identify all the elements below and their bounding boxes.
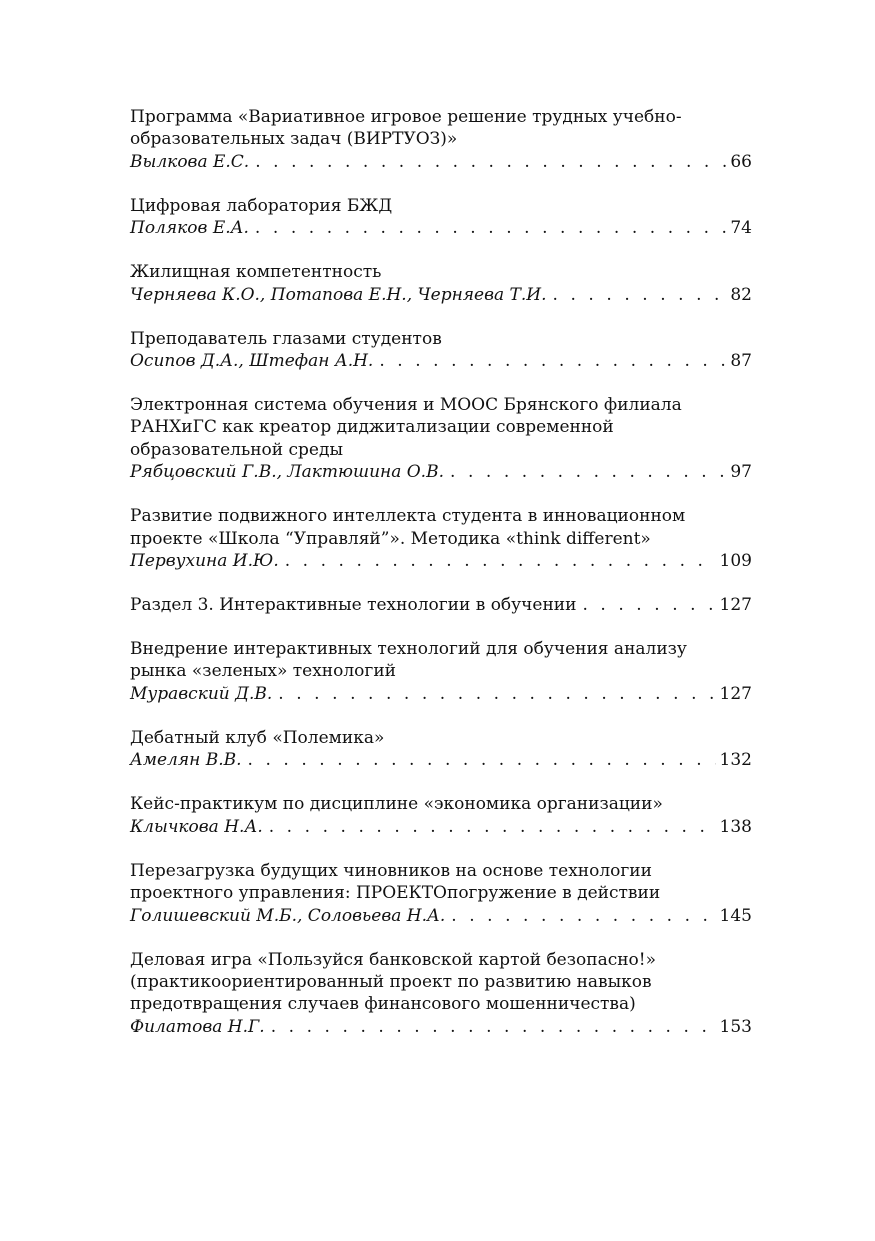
entry-leader-row xyxy=(130,594,752,616)
entry-title-line: Дебатный клуб «Полемика» xyxy=(130,727,385,748)
entry-page-number: 97 xyxy=(730,462,752,483)
entry-leader-row xyxy=(130,749,752,771)
entry-page-number: 153 xyxy=(719,1016,752,1037)
toc-entry[interactable] xyxy=(130,505,752,572)
entry-page-number: 138 xyxy=(719,816,752,837)
table-of-contents xyxy=(130,106,752,1038)
entry-authors: Голишевский М.Б., Соловьева Н.А. xyxy=(130,905,446,926)
entry-authors: Муравский Д.В. xyxy=(130,683,273,704)
toc-entry[interactable] xyxy=(130,106,752,173)
entry-title-line: Электронная система обучения и MOOC Брянского филиала xyxy=(130,395,682,416)
dot-leader xyxy=(272,683,715,705)
entry-authors: Вылкова Е.С. xyxy=(130,151,250,172)
entry-page-number: 132 xyxy=(719,750,752,771)
entry-authors: Филатова Н.Г. xyxy=(130,1016,265,1037)
dot-leader xyxy=(444,461,726,483)
entry-leader-row xyxy=(130,816,752,838)
toc-entry[interactable] xyxy=(130,328,752,373)
entry-title-line: Программа «Вариативное игровое решение трудных учебно- xyxy=(130,107,682,127)
section-title: Раздел 3. Интерактивные технологии в обучении xyxy=(130,595,577,616)
toc-entry[interactable] xyxy=(130,638,752,705)
entry-authors: Клычкова Н.А. xyxy=(130,816,263,837)
entry-title-line: проектного управления: ПРОЕКТОпогружение в действии xyxy=(130,883,661,904)
entry-title-line: Кейс-практикум по дисциплине «экономика организации» xyxy=(130,794,663,815)
toc-entry[interactable] xyxy=(130,195,752,240)
entry-page-number: 82 xyxy=(730,284,752,305)
entry-title-line: Жилищная компетентность xyxy=(130,262,382,283)
entry-page-number: 127 xyxy=(719,595,752,616)
entry-title-line: Цифровая лаборатория БЖД xyxy=(130,195,393,216)
entry-page-number: 74 xyxy=(730,218,752,239)
entry-page-number: 145 xyxy=(719,905,752,926)
entry-page-number: 66 xyxy=(730,151,752,172)
dot-leader xyxy=(373,350,726,372)
dot-leader xyxy=(249,217,726,239)
toc-entry[interactable] xyxy=(130,727,752,772)
entry-authors: Черняева К.О., Потапова Е.Н., Черняева Т.И. xyxy=(130,284,547,305)
entry-title-line: рынка «зеленых» технологий xyxy=(130,661,396,682)
entry-leader-row xyxy=(130,461,752,483)
dot-leader xyxy=(263,816,716,838)
dot-leader xyxy=(576,594,715,616)
entry-page-number: 87 xyxy=(730,351,752,372)
toc-entry[interactable] xyxy=(130,793,752,838)
entry-leader-row xyxy=(130,350,752,372)
dot-leader xyxy=(547,284,727,306)
entry-title-line: РАНХиГС как креатор диджитализации современной xyxy=(130,417,614,438)
entry-leader-row xyxy=(130,284,752,306)
entry-leader-row xyxy=(130,217,752,239)
entry-title-line: Внедрение интерактивных технологий для обучения анализу xyxy=(130,639,687,660)
entry-leader-row xyxy=(130,151,752,173)
toc-section-entry[interactable] xyxy=(130,594,752,616)
toc-entry[interactable] xyxy=(130,394,752,484)
entry-leader-row xyxy=(130,1016,752,1038)
dot-leader xyxy=(279,550,716,572)
entry-authors: Первухина И.Ю. xyxy=(130,551,279,572)
dot-leader xyxy=(249,151,726,173)
toc-entry[interactable] xyxy=(130,860,752,927)
entry-title-line: Развитие подвижного интеллекта студента в инновационном xyxy=(130,506,686,527)
entry-page-number: 109 xyxy=(719,551,752,572)
dot-leader xyxy=(445,905,715,927)
entry-title-line: проекте «Школа “Управляй”». Методика «think different» xyxy=(130,528,651,549)
dot-leader xyxy=(242,749,716,771)
toc-entry[interactable] xyxy=(130,261,752,306)
entry-leader-row xyxy=(130,905,752,927)
entry-authors: Осипов Д.А., Штефан А.Н. xyxy=(130,351,374,372)
entry-authors: Амелян В.В. xyxy=(130,750,242,771)
entry-page-number: 127 xyxy=(719,683,752,704)
toc-entry[interactable] xyxy=(130,949,752,1039)
entry-title-line: Преподаватель глазами студентов xyxy=(130,328,442,349)
entry-title-line: образовательных задач (ВИРТУОЗ)» xyxy=(130,129,458,150)
entry-title-line: Деловая игра «Пользуйся банковской картой безопасно!» xyxy=(130,949,657,970)
entry-authors: Рябцовский Г.В., Лактюшина О.В. xyxy=(130,462,444,483)
entry-title-line: Перезагрузка будущих чиновников на основе технологии xyxy=(130,860,652,881)
dot-leader xyxy=(265,1016,716,1038)
entry-leader-row xyxy=(130,683,752,705)
entry-authors: Поляков Е.А. xyxy=(130,218,249,239)
entry-title-line: (практикоориентированный проект по развитию навыков xyxy=(130,971,652,992)
entry-title-line: образовательной среды xyxy=(130,439,343,460)
entry-title-line: предотвращения случаев финансового мошенничества) xyxy=(130,994,636,1015)
entry-leader-row xyxy=(130,550,752,572)
